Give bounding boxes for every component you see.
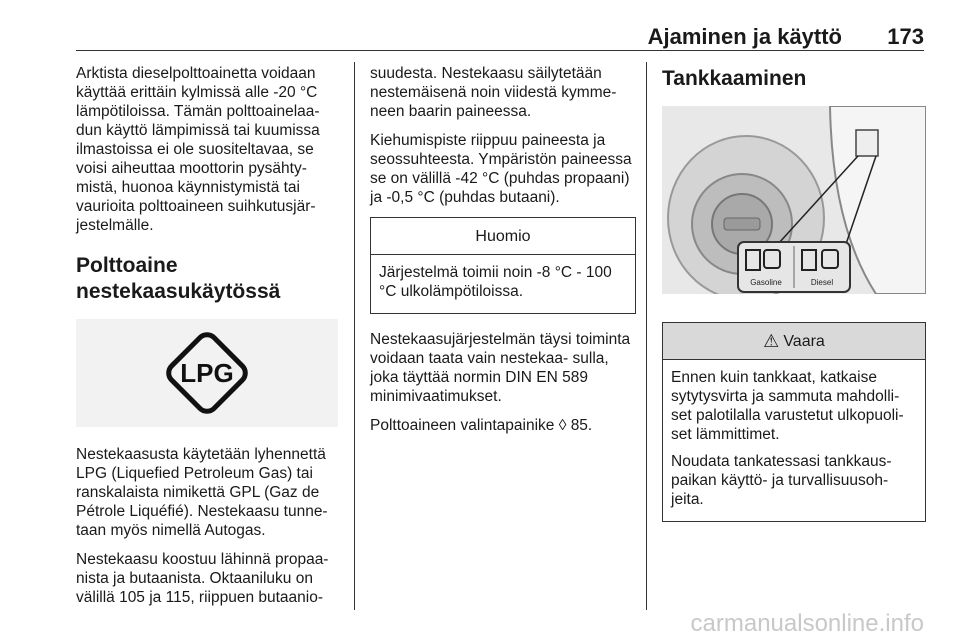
note-text: Järjestelmä toimii noin -8 °C - 100 °C ulkolämpötiloissa.: [379, 264, 612, 300]
fuel-selector-reference: [370, 416, 636, 435]
lpg-diamond-icon: [152, 323, 262, 423]
footer-watermark: carmanualsonline.info: [690, 610, 924, 637]
standard-paragraph: Nestekaasujärjestelmän täysi toiminta voidaan taata vain nestekaa- sulla, joka täyttää normin DIN EN 589 minimivaatimukset.: [370, 331, 631, 405]
heading-line-2: nestekaasukäytössä: [76, 280, 281, 303]
header-title: Ajaminen ja käyttö: [647, 24, 842, 49]
lpg-abbreviation-paragraph: Nestekaasusta käytetään lyhennettä LPG (Liquefied Petroleum Gas) tai ranskalaista nimikettä GPL (Gaz de Pétrole Liquéfié). Nestekaasu tunne- taan myös nimellä Autogas.: [76, 446, 328, 539]
fuel-selector-text: Polttoaineen valintapainike: [370, 417, 559, 434]
page-number: 173: [887, 24, 924, 49]
fuel-flap-illustration: [662, 106, 926, 294]
warning-text-1: Ennen kuin tankkaat, katkaise sytytysvirta ja sammuta mahdolli- set palotilalla varustetut ulkopuoli- set lämmittimet.: [671, 369, 904, 443]
lpg-composition-paragraph: Nestekaasu koostuu lähinnä propaa- nista ja butaanista. Oktaaniluku on välillä 105 ja 115, riippuen butaanio-: [76, 551, 329, 606]
note-box: [370, 217, 636, 314]
column-divider-2: [646, 62, 647, 610]
note-title: Huomio: [371, 218, 635, 255]
storage-paragraph: suudesta. Nestekaasu säilytetään nestemäisenä noin viidestä kymme- neen baarin paineessa.: [370, 65, 617, 120]
header-divider: [76, 50, 924, 51]
warning-triangle-icon: ⚠: [763, 330, 780, 351]
column-1: [76, 64, 346, 617]
lpg-symbol-text: LPG: [180, 358, 234, 388]
warning-title: Vaara: [783, 332, 825, 350]
column-3: [662, 64, 926, 538]
section-heading-lpg-fuel: [76, 253, 346, 305]
warning-header: [663, 323, 925, 360]
reference-arrow-icon: ◊: [558, 417, 571, 434]
warning-box: [662, 322, 926, 522]
gasoline-label: Gasoline: [750, 278, 782, 287]
section-heading-refuelling: Tankkaaminen: [662, 67, 807, 90]
heading-line-1: Polttoaine: [76, 254, 178, 277]
intro-paragraph: Arktista dieselpolttoainetta voidaan käyttää erittäin kylmissä alle -20 °C lämpötiloissa. Tämän polttoainelaa- dun käyttö lämpimissä tai kuumissa ilmastoissa ei ole suositeltavaa, se voisi aiheuttaa moottorin pysähty- mistä, huonoa käynnistymistä tai vaurioita polttoaineen suihkutusjär- jestelmälle.: [76, 65, 320, 234]
fuel-flap-photo: [662, 106, 926, 294]
diesel-label: Diesel: [810, 278, 834, 287]
boiling-point-paragraph: Kiehumispiste riippuu paineesta ja seossuhteesta. Ympäristön paineessa se on välillä -42 °C (puhdas propaani) ja -0,5 °C (puhdas butaani).: [370, 132, 632, 206]
lpg-symbol-figure: [76, 319, 338, 427]
column-divider-1: [354, 62, 355, 610]
warning-text-2: Noudata tankatessasi tankkaus- paikan käyttö- ja turvallisuusoh- jeita.: [671, 453, 892, 508]
column-2: [370, 64, 636, 445]
reference-page-link[interactable]: 85.: [570, 417, 593, 434]
